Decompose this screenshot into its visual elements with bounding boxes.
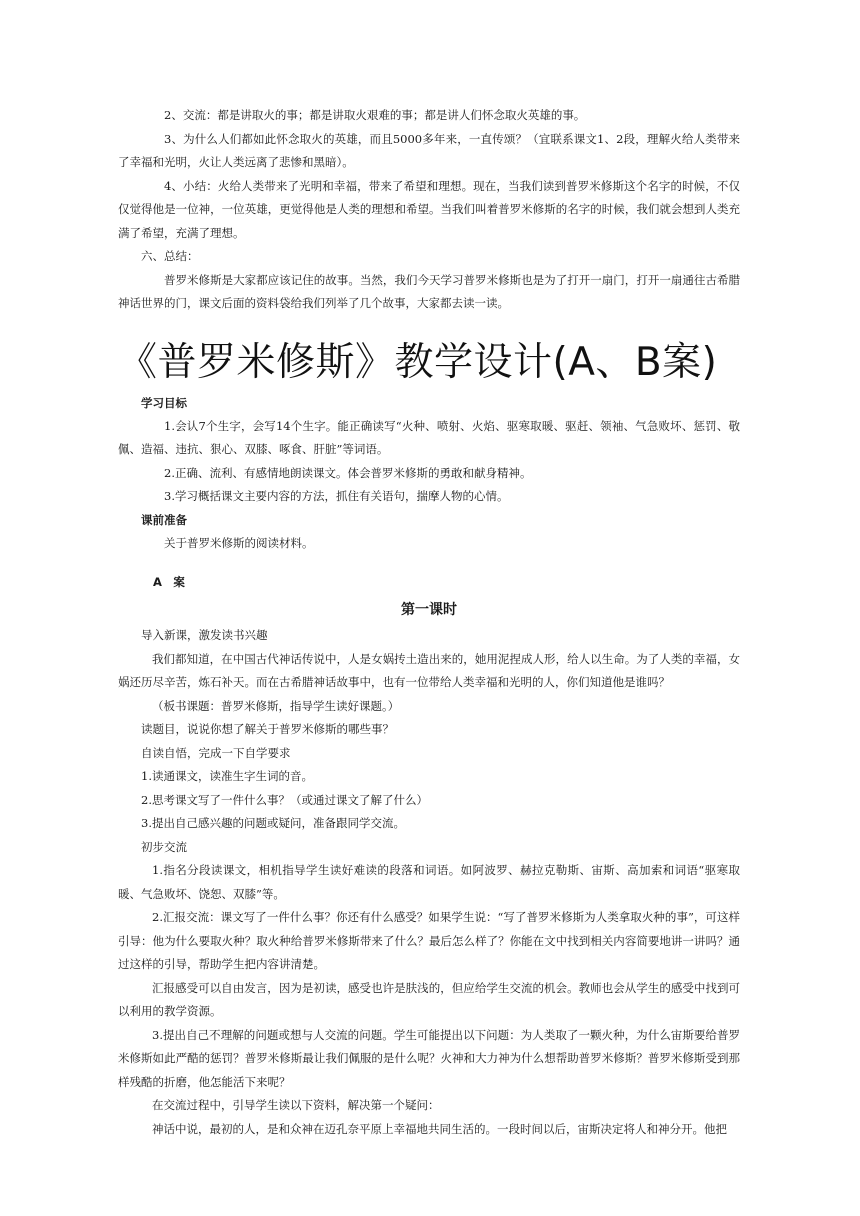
paragraph: 汇报感受可以自由发言，因为是初读，感受也许是肤浅的，但应给学生交流的机会。教师也会从学生的感受中找到可以利用的教学资源。 — [118, 980, 740, 1018]
plan-label: A 案 — [153, 575, 185, 589]
paragraph: 关于普罗米修斯的阅读材料。 — [164, 535, 314, 550]
page-title: 《普罗米修斯》教学设计(A、B案) — [118, 339, 718, 385]
paragraph: 自读自悟，完成一下自学要求 — [141, 745, 291, 760]
paragraph: 4、小结：火给人类带来了光明和幸福，带来了希望和理想。现在，当我们读到普罗米修斯这个名字的时候，不仅仅觉得他是一位神，一位英雄，更觉得他是人类的理想和希望。当我们叫着普罗米修斯的名字的时候，我们就会想到人类充满了希望，充满了理想。 — [118, 178, 740, 240]
paragraph: 神话中说，最初的人，是和众神在迈孔奈平原上幸福地共同生活的。一段时间以后，宙斯决定将人和神分开。他把 — [152, 1121, 727, 1136]
paragraph: 我们都知道，在中国古代神话传说中，人是女娲抟土造出来的，她用泥捏成人形，给人以生命。为了人类的幸福，女娲还历尽辛苦，炼石补天。而在古希腊神话故事中，也有一位带给人类幸福和光明的人，你们知道他是谁吗？ — [118, 651, 740, 689]
paragraph: 初步交流 — [141, 839, 187, 854]
paragraph: 读题目，说说你想了解关于普罗米修斯的哪些事？ — [141, 722, 394, 736]
paragraph: 1.指名分段读课文，相机指导学生读好难读的段落和词语。如阿波罗、赫拉克勒斯、宙斯、高加索和词语“驱寒取暖、气急败坏、饶恕、双膝”等。 — [118, 863, 740, 901]
paragraph: 2.汇报交流：课文写了一件什么事？你还有什么感受？如果学生说：“写了普罗米修斯为人类拿取火种的事”，可这样引导：他为什么要取火种？取火种给普罗米修斯带来了什么？最后怎么样了？你能在文中找到相关内容简要地讲一讲吗？通过这样的引导，帮助学生把内容讲清楚。 — [118, 910, 740, 971]
section-heading: 六、总结： — [141, 249, 199, 263]
lesson-title: 第一课时 — [401, 602, 457, 618]
paragraph: （板书课题：普罗米修斯，指导学生读好课题。） — [152, 698, 400, 713]
list-item: 1.读通课文，读准生字生词的音。 — [141, 769, 313, 783]
goal-item: 2.正确、流利、有感情地朗读课文。体会普罗米修斯的勇敢和献身精神。 — [164, 465, 532, 480]
prep-heading: 课前准备 — [141, 512, 187, 527]
paragraph: 2、交流：都是讲取火的事；都是讲取火艰难的事；都是讲人们怀念取火英雄的事。 — [164, 108, 586, 122]
list-item: 2.思考课文写了一件什么事？（或通过课文了解了什么） — [141, 792, 428, 807]
goals-heading: 学习目标 — [141, 395, 187, 410]
document-body — [118, 104, 740, 1141]
paragraph: 普罗米修斯是大家都应该记住的故事。当然，我们今天学习普罗米修斯也是为了打开一扇门，打开一扇通往古希腊神话世界的门，课文后面的资料袋给我们列举了几个故事，大家都去读一读。 — [118, 272, 740, 310]
paragraph: 3、为什么人们都如此怀念取火的英雄，而且5000多年来，一直传颂？（宜联系课文1、2段，理解火给人类带来了幸福和光明，火让人类远离了悲惨和黑暗）。 — [118, 131, 740, 169]
paragraph: 导入新课，激发读书兴趣 — [141, 628, 268, 642]
goal-item: 3.学习概括课文主要内容的方法，抓住有关语句，揣摩人物的心情。 — [164, 489, 509, 503]
paragraph: 3.提出自己不理解的问题或想与人交流的问题。学生可能提出以下问题：为人类取了一颗火种，为什么宙斯要给普罗米修斯如此严酷的惩罚？普罗米修斯最让我们佩服的是什么呢？火神和大力神为什么想帮助普罗米修斯？普罗米修斯受到那样残酷的折磨，他怎能活下来呢？ — [118, 1027, 740, 1089]
goal-item: 1.会认7个生字，会写14个生字。能正确读写“火种、喷射、火焰、驱寒取暖、驱赶、领袖、气急败坏、惩罚、敬佩、造福、违抗、狠心、双膝、啄食、肝脏”等词语。 — [118, 418, 740, 456]
paragraph: 在交流过程中，引导学生读以下资料，解决第一个疑问： — [152, 1098, 440, 1112]
list-item: 3.提出自己感兴趣的问题或疑问，准备跟同学交流。 — [141, 816, 405, 830]
